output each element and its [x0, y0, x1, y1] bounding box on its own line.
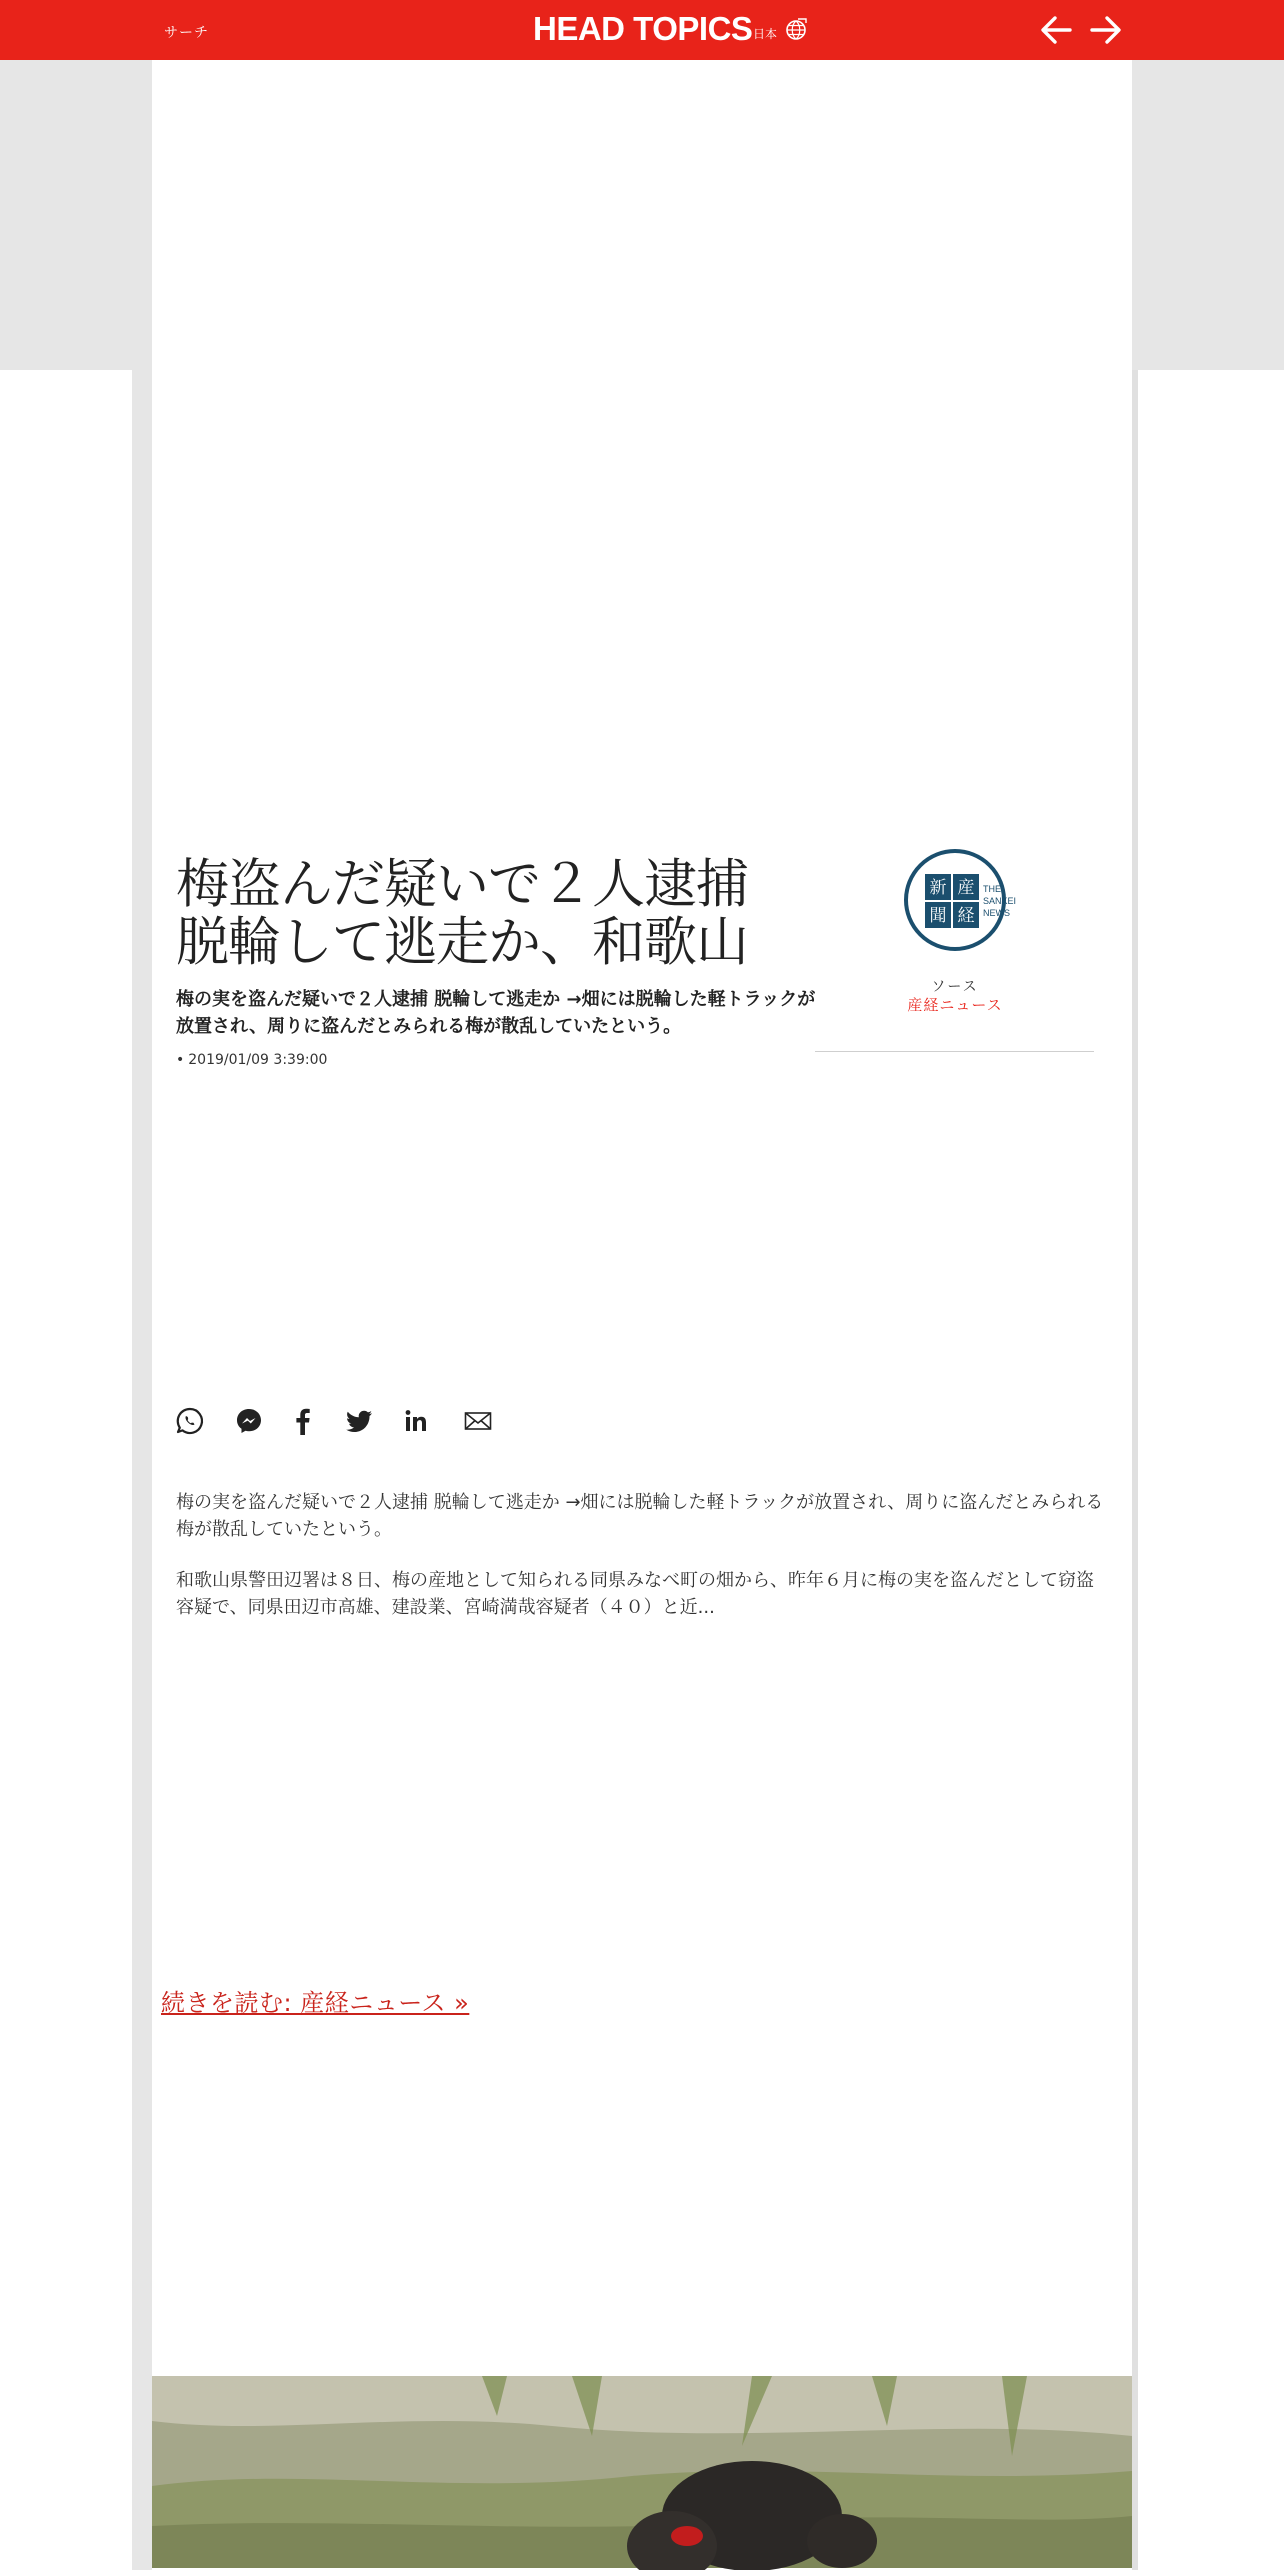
site-logo[interactable]: HEAD TOPICS — [533, 10, 753, 47]
logo-char-4: 聞 — [929, 906, 947, 926]
logo-text-the: THE — [983, 884, 1001, 894]
right-gutter — [1132, 370, 1138, 2570]
logo-text-sankei: SANKEI — [983, 896, 1017, 906]
twitter-icon[interactable] — [344, 1406, 374, 1436]
source-label: ソース — [931, 979, 979, 995]
search-link[interactable]: サーチ — [164, 25, 209, 41]
article-paragraph-2: 和歌山県警田辺署は８日、梅の産地として知られる同県みなべ町の畑から、昨年６月に梅の実を盗んだとして窃盗容疑で、同県田辺市高雄、建設業、宮崎満哉容疑者（４０）と近... — [176, 1570, 1094, 1618]
logo-text-news: NEWS — [983, 908, 1010, 918]
whatsapp-icon[interactable] — [175, 1406, 205, 1436]
read-more-link[interactable]: 続きを読む: 産経ニュース » — [161, 1989, 470, 2017]
article-container — [152, 60, 1132, 2568]
logo-char-1: 産 — [957, 878, 975, 898]
region-selector[interactable]: 日本 — [753, 27, 778, 41]
left-gutter — [132, 370, 152, 2570]
arrow-left-icon[interactable] — [1038, 12, 1074, 48]
linkedin-icon[interactable] — [401, 1406, 431, 1436]
logo-char-3: 新 — [929, 878, 947, 898]
related-article-photo[interactable] — [152, 2376, 1132, 2568]
facebook-icon[interactable] — [288, 1406, 318, 1436]
article-subheading: 梅の実を盗んだ疑いで２人逮捕 脱輪して逃走か →畑には脱輪した軽トラックが放置され、周りに盗んだとみられる梅が散乱していたという。 — [176, 989, 816, 1037]
top-bar — [0, 0, 1284, 60]
divider — [815, 1051, 1094, 1052]
publish-date — [176, 1052, 327, 1068]
article-headline — [176, 856, 816, 972]
logo-char-2: 経 — [957, 906, 975, 926]
source-logo[interactable] — [903, 848, 1017, 952]
bullet-icon: • — [176, 1052, 185, 1068]
arrow-right-icon[interactable] — [1088, 12, 1124, 48]
headline-line-2: 脱輪して逃走か、和歌山 — [176, 912, 748, 973]
headline-line-1: 梅盗んだ疑いで２人逮捕 — [176, 854, 748, 915]
date-text: 2019/01/09 3:39:00 — [188, 1052, 328, 1068]
messenger-icon[interactable] — [234, 1406, 264, 1436]
article-paragraph-1: 梅の実を盗んだ疑いで２人逮捕 脱輪して逃走か →畑には脱輪した軽トラックが放置され、周りに盗んだとみられる梅が散乱していたという。 — [176, 1492, 1104, 1540]
source-name-link[interactable]: 産経ニュース — [907, 996, 1003, 1014]
globe-icon[interactable] — [784, 17, 808, 41]
email-icon[interactable] — [463, 1406, 493, 1436]
